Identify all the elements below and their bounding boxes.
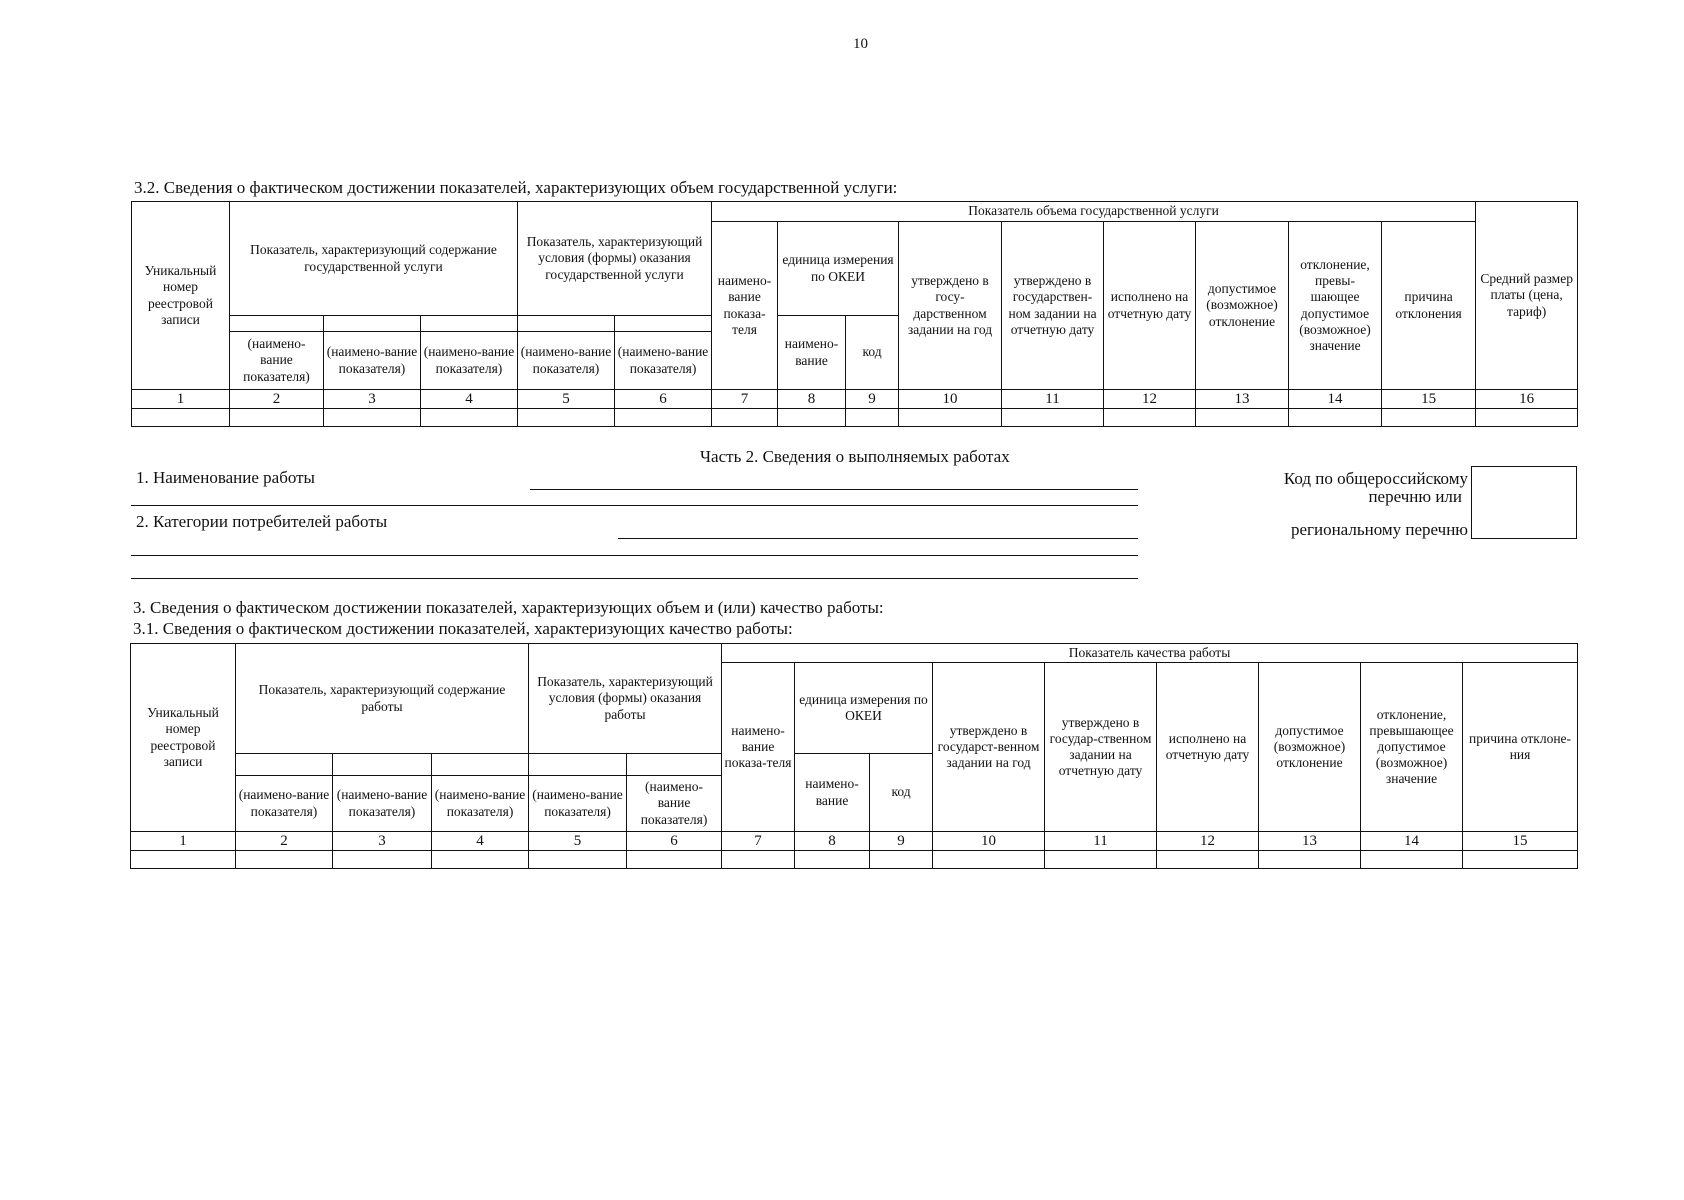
col-excess-deviation: отклонение, превы-шающее допустимое (возможное) значение <box>1289 222 1382 390</box>
col-approved-date: утверждено в государствен-ном задании на отчетную дату <box>1002 222 1104 390</box>
blank-cell <box>333 754 432 776</box>
data-cell[interactable] <box>131 851 236 869</box>
work-name-line-2[interactable] <box>131 505 1138 506</box>
blank-cell <box>421 316 518 332</box>
col-number: 15 <box>1382 390 1476 409</box>
data-cell[interactable] <box>518 409 615 427</box>
col-number: 15 <box>1463 832 1578 851</box>
data-cell[interactable] <box>324 409 421 427</box>
data-cell[interactable] <box>230 409 324 427</box>
col-conditions-indicator: Показатель, характеризующий условия (формы) оказания государственной услуги <box>518 202 712 316</box>
data-cell[interactable] <box>529 851 627 869</box>
col-number: 4 <box>432 832 529 851</box>
col-unit-okei: единица измерения по ОКЕИ <box>795 663 933 754</box>
col-number: 1 <box>132 390 230 409</box>
sub-indicator-name: (наимено-вание показателя) <box>324 332 421 390</box>
part-2-heading: Часть 2. Сведения о выполняемых работах <box>700 447 1010 466</box>
col-unit-name: наимено-вание <box>778 316 846 390</box>
sub-indicator-name: (наимено-вание показателя) <box>518 332 615 390</box>
sub-indicator-name: (наимено-вание показателя) <box>432 776 529 832</box>
col-number: 5 <box>529 832 627 851</box>
work-name-line[interactable] <box>530 489 1138 490</box>
data-cell[interactable] <box>899 409 1002 427</box>
section-3-title: 3. Сведения о фактическом достижении показателей, характеризующих объем и (или) качество работы: <box>133 598 884 617</box>
col-number: 11 <box>1002 390 1104 409</box>
data-cell[interactable] <box>1104 409 1196 427</box>
volume-indicators-table <box>131 201 1578 427</box>
blank-cell <box>615 316 712 332</box>
col-unique-number: Уникальный номер реестровой записи <box>131 644 236 832</box>
code-label-line-1: Код по общероссийскому <box>1283 469 1468 488</box>
col-number: 9 <box>846 390 899 409</box>
data-cell[interactable] <box>627 851 722 869</box>
col-number: 10 <box>933 832 1045 851</box>
data-cell[interactable] <box>236 851 333 869</box>
col-unit-okei: единица измерения по ОКЕИ <box>778 222 899 316</box>
col-number: 8 <box>778 390 846 409</box>
col-number: 8 <box>795 832 870 851</box>
data-cell[interactable] <box>933 851 1045 869</box>
section-3-2-title: 3.2. Сведения о фактическом достижении показателей, характеризующих объем государственной услуги: <box>134 178 898 197</box>
quality-indicators-table <box>130 643 1578 869</box>
sub-indicator-name: (наимено-вание показателя) <box>615 332 712 390</box>
sub-indicator-name: (наимено-вание показателя) <box>236 776 333 832</box>
registry-code-box[interactable] <box>1471 466 1577 539</box>
data-cell[interactable] <box>712 409 778 427</box>
col-unique-number: Уникальный номер реестровой записи <box>132 202 230 390</box>
col-number: 4 <box>421 390 518 409</box>
blank-cell <box>432 754 529 776</box>
col-number: 13 <box>1259 832 1361 851</box>
section-3-1-title: 3.1. Сведения о фактическом достижении показателей, характеризующих качество работы: <box>133 619 793 638</box>
page-number: 10 <box>853 36 868 52</box>
col-unit-code: код <box>846 316 899 390</box>
blank-cell <box>236 754 333 776</box>
sub-indicator-name: (наимено-вание показателя) <box>421 332 518 390</box>
col-avg-price: Средний размер платы (цена, тариф) <box>1476 202 1578 390</box>
data-cell[interactable] <box>132 409 230 427</box>
data-cell[interactable] <box>421 409 518 427</box>
col-content-indicator: Показатель, характеризующий содержание работы <box>236 644 529 754</box>
col-number: 7 <box>722 832 795 851</box>
consumers-label: 2. Категории потребителей работы <box>136 512 388 531</box>
col-done: исполнено на отчетную дату <box>1104 222 1196 390</box>
data-cell[interactable] <box>333 851 432 869</box>
data-cell[interactable] <box>870 851 933 869</box>
consumers-line-2[interactable] <box>131 555 1138 556</box>
consumers-line-3[interactable] <box>131 578 1138 579</box>
col-excess-deviation: отклонение, превышающее допустимое (возможное) значение <box>1361 663 1463 832</box>
blank-cell <box>627 754 722 776</box>
col-number: 2 <box>236 832 333 851</box>
data-cell[interactable] <box>615 409 712 427</box>
col-number: 1 <box>131 832 236 851</box>
data-cell[interactable] <box>432 851 529 869</box>
sub-indicator-name: (наимено-вание показателя) <box>333 776 432 832</box>
code-label-line-2: перечню или <box>1368 487 1462 506</box>
col-number: 12 <box>1157 832 1259 851</box>
data-cell[interactable] <box>1463 851 1578 869</box>
col-allowed-deviation: допустимое (возможное) отклонение <box>1196 222 1289 390</box>
work-name-label: 1. Наименование работы <box>136 468 315 487</box>
col-approved-year: утверждено в госу-дарственном задании на год <box>899 222 1002 390</box>
col-approved-year: утверждено в государст-венном задании на год <box>933 663 1045 832</box>
code-label-line-3: региональному перечню <box>1290 520 1468 539</box>
col-number: 3 <box>333 832 432 851</box>
col-number: 14 <box>1289 390 1382 409</box>
sub-indicator-name: (наимено-вание показателя) <box>627 776 722 832</box>
table-row <box>131 851 1578 869</box>
col-deviation-reason: причина отклоне-ния <box>1463 663 1578 832</box>
data-cell[interactable] <box>1002 409 1104 427</box>
blank-cell <box>230 316 324 332</box>
col-quality-group: Показатель качества работы <box>722 644 1578 663</box>
col-indicator-name: наимено-вание показа-теля <box>712 222 778 390</box>
data-cell[interactable] <box>778 409 846 427</box>
col-number: 11 <box>1045 832 1157 851</box>
blank-cell <box>324 316 421 332</box>
col-number: 2 <box>230 390 324 409</box>
col-deviation-reason: причина отклонения <box>1382 222 1476 390</box>
col-allowed-deviation: допустимое (возможное) отклонение <box>1259 663 1361 832</box>
col-number: 5 <box>518 390 615 409</box>
col-number: 6 <box>615 390 712 409</box>
data-cell[interactable] <box>1382 409 1476 427</box>
col-number: 12 <box>1104 390 1196 409</box>
col-conditions-indicator: Показатель, характеризующий условия (формы) оказания работы <box>529 644 722 754</box>
col-unit-name: наимено-вание <box>795 754 870 832</box>
col-number: 7 <box>712 390 778 409</box>
data-cell[interactable] <box>1157 851 1259 869</box>
data-cell[interactable] <box>1289 409 1382 427</box>
col-number: 9 <box>870 832 933 851</box>
consumers-line[interactable] <box>618 538 1138 539</box>
data-cell[interactable] <box>1259 851 1361 869</box>
data-cell[interactable] <box>722 851 795 869</box>
col-volume-group: Показатель объема государственной услуги <box>712 202 1476 222</box>
data-cell[interactable] <box>1196 409 1289 427</box>
col-number: 6 <box>627 832 722 851</box>
sub-indicator-name: (наимено-вание показателя) <box>529 776 627 832</box>
table-row <box>132 409 1578 427</box>
sub-indicator-name: (наимено-вание показателя) <box>230 332 324 390</box>
data-cell[interactable] <box>795 851 870 869</box>
col-content-indicator: Показатель, характеризующий содержание государственной услуги <box>230 202 518 316</box>
data-cell[interactable] <box>1045 851 1157 869</box>
data-cell[interactable] <box>846 409 899 427</box>
col-indicator-name: наимено-вание показа-теля <box>722 663 795 832</box>
blank-cell <box>518 316 615 332</box>
data-cell[interactable] <box>1476 409 1578 427</box>
col-done: исполнено на отчетную дату <box>1157 663 1259 832</box>
col-number: 10 <box>899 390 1002 409</box>
col-number: 16 <box>1476 390 1578 409</box>
col-number: 14 <box>1361 832 1463 851</box>
col-approved-date: утверждено в государ-ственном задании на отчетную дату <box>1045 663 1157 832</box>
blank-cell <box>529 754 627 776</box>
col-number: 13 <box>1196 390 1289 409</box>
data-cell[interactable] <box>1361 851 1463 869</box>
col-unit-code: код <box>870 754 933 832</box>
col-number: 3 <box>324 390 421 409</box>
